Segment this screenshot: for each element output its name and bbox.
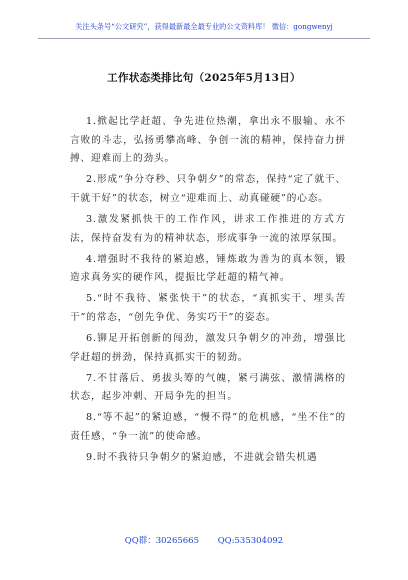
footer-qq-group: QQ群：30265665 <box>124 536 199 546</box>
header-banner: 关注头条号“公文研究”，获得最新最全最专业的公文资料库！ 微信：gongwenyj <box>75 22 333 31</box>
header-divider <box>38 38 370 39</box>
paragraph-1: 1.掀起比学赶超、争先进位热潮，拿出永不服输、永不言败的斗志，弘扬勇攀高峰、争创一流的精神，保持奋力拼搏、迎难而上的劲头。 <box>70 116 346 165</box>
document-title: 工作状态类排比句（2025年5月13日） <box>107 72 301 84</box>
paragraph-8: 8.“等不起”的紧迫感，“慢不得”的危机感，“坐不住”的责任感，“争一流”的使命感。 <box>70 412 346 442</box>
paragraph-6: 6.铆足开拓创新的闯劲，激发只争朝夕的冲劲，增强比学赶超的拼劲，保持真抓实干的韧劲。 <box>70 333 346 363</box>
footer-qq-number: QQ:535304092 <box>217 536 284 546</box>
footer-contact <box>0 534 408 546</box>
paragraph-3: 3.激发紧抓快干的工作作风，讲求工作推进的方式方法，保持奋发有为的精神状态，形成事争一流的浓厚氛围。 <box>70 213 346 244</box>
paragraph-2: 2.形成“争分夺秒、只争朝夕”的常态，保持“定了就干、干就干好”的状态，树立“迎难而上、动真碰硬”的心态。 <box>70 174 346 204</box>
paragraph-9: 9.时不我待只争朝夕的紧迫感，不进就会错失机遇 <box>86 452 318 464</box>
paragraph-4: 4.增强时不我待的紧迫感，锤炼敢为善为的真本领，锻造求真务实的硬作风，提振比学赶超的精气神。 <box>70 253 346 284</box>
document-body <box>70 113 346 470</box>
paragraph-7: 7.不甘落后、勇拔头筹的气魄，紧弓满弦、激情满格的状态，起步冲刺、开局争先的担当。 <box>70 372 346 403</box>
paragraph-5: 5.“时不我待、紧张快干”的状态，“真抓实干、埋头苦干”的常态，“创先争优、务实巧干”的姿态。 <box>70 293 346 323</box>
